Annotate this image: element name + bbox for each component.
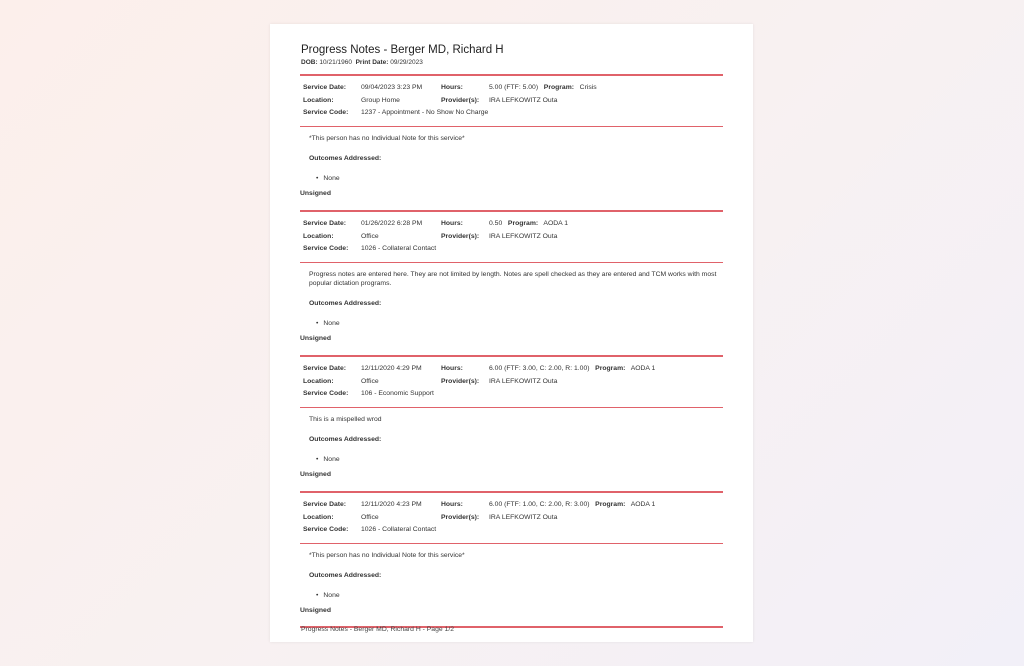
service-record bbox=[300, 74, 723, 197]
note-text: *This person has no Individual Note for this service* bbox=[309, 135, 465, 142]
hours-text: 5.00 (FTF: 5.00) bbox=[489, 83, 539, 91]
outcomes-label: Outcomes Addressed: bbox=[309, 572, 382, 579]
outcomes-label: Outcomes Addressed: bbox=[309, 436, 382, 443]
program-label: Program: bbox=[507, 219, 539, 227]
page-footer: Progress Notes - Berger MD, Richard H - Page 1/2 bbox=[301, 626, 454, 633]
provider-value: IRA LEFKOWITZ Outa bbox=[489, 377, 558, 385]
program-value: AODA 1 bbox=[630, 364, 656, 372]
outcomes-label: Outcomes Addressed: bbox=[309, 155, 382, 162]
service-code-label: Service Code: bbox=[303, 389, 349, 397]
service-date-value: 12/11/2020 4:23 PM bbox=[361, 500, 422, 508]
program-value: Crisis bbox=[579, 83, 597, 91]
dob-value: 10/21/1960 bbox=[319, 59, 352, 66]
service-code-value: 106 - Economic Support bbox=[361, 389, 434, 397]
outcome-item: • None bbox=[316, 175, 723, 182]
print-date-value: 09/29/2023 bbox=[390, 59, 423, 66]
signature-status: Unsigned bbox=[300, 607, 331, 614]
provider-value: IRA LEFKOWITZ Outa bbox=[489, 513, 558, 521]
document-title: Progress Notes - Berger MD, Richard H bbox=[301, 44, 504, 56]
location-label: Location: bbox=[303, 513, 334, 521]
outcomes-label: Outcomes Addressed: bbox=[309, 300, 382, 307]
dob-label: DOB: bbox=[301, 59, 318, 66]
hours-label: Hours: bbox=[441, 83, 463, 91]
location-value: Office bbox=[361, 377, 379, 385]
service-date-label: Service Date: bbox=[303, 500, 347, 508]
outcome-item: • None bbox=[316, 592, 723, 599]
service-code-value: 1026 - Collateral Contact bbox=[361, 244, 437, 252]
print-date-label: Print Date: bbox=[355, 59, 389, 66]
service-code-value: 1237 - Appointment - No Show No Charge bbox=[361, 108, 489, 116]
service-header bbox=[300, 76, 723, 126]
signature-status: Unsigned bbox=[300, 190, 331, 197]
program-value: AODA 1 bbox=[543, 219, 568, 227]
divider bbox=[300, 407, 723, 409]
note-text: Progress notes are entered here. They are not limited by length. Notes are spell checked as they are entered and TCM works with most popular dictation programs. bbox=[309, 271, 717, 287]
location-label: Location: bbox=[303, 377, 334, 385]
program-value: AODA 1 bbox=[630, 500, 656, 508]
signature-status: Unsigned bbox=[300, 471, 331, 478]
service-date-label: Service Date: bbox=[303, 219, 347, 227]
document-page bbox=[270, 24, 753, 642]
hours-text: 0.50 bbox=[489, 219, 503, 227]
location-value: Office bbox=[361, 232, 379, 240]
service-code-value: 1026 - Collateral Contact bbox=[361, 525, 437, 533]
service-date-label: Service Date: bbox=[303, 364, 347, 372]
providers-label: Provider(s): bbox=[441, 377, 480, 385]
service-date-label: Service Date: bbox=[303, 83, 347, 91]
signature-status: Unsigned bbox=[300, 335, 331, 342]
service-record bbox=[300, 491, 723, 614]
hours-text: 6.00 (FTF: 1.00, C: 2.00, R: 3.00) bbox=[489, 500, 590, 508]
program-label: Program: bbox=[595, 500, 626, 508]
hours-label: Hours: bbox=[441, 500, 463, 508]
service-date-value: 09/04/2023 3:23 PM bbox=[361, 83, 423, 91]
service-header bbox=[300, 212, 723, 262]
hours-label: Hours: bbox=[441, 219, 463, 227]
provider-value: IRA LEFKOWITZ Outa bbox=[489, 96, 558, 104]
outcome-item: • None bbox=[316, 456, 723, 463]
service-date-value: 12/11/2020 4:29 PM bbox=[361, 364, 422, 372]
service-date-value: 01/26/2022 6:28 PM bbox=[361, 219, 423, 227]
divider bbox=[300, 126, 723, 128]
hours-value bbox=[489, 220, 568, 227]
outcome-item: • None bbox=[316, 320, 723, 327]
hours-value bbox=[489, 365, 655, 372]
service-record bbox=[300, 355, 723, 478]
hours-label: Hours: bbox=[441, 364, 463, 372]
program-label: Program: bbox=[595, 364, 626, 372]
providers-label: Provider(s): bbox=[441, 232, 480, 240]
service-header bbox=[300, 493, 723, 543]
note-text: *This person has no Individual Note for this service* bbox=[309, 552, 465, 559]
divider bbox=[300, 543, 723, 545]
service-code-label: Service Code: bbox=[303, 244, 349, 252]
providers-label: Provider(s): bbox=[441, 513, 480, 521]
location-label: Location: bbox=[303, 232, 334, 240]
program-label: Program: bbox=[543, 83, 574, 91]
location-value: Office bbox=[361, 513, 379, 521]
service-record bbox=[300, 210, 723, 342]
provider-value: IRA LEFKOWITZ Outa bbox=[489, 232, 558, 240]
hours-value bbox=[489, 501, 655, 508]
hours-text: 6.00 (FTF: 3.00, C: 2.00, R: 1.00) bbox=[489, 364, 590, 372]
note-text: This is a mispelled wrod bbox=[309, 416, 382, 423]
patient-info bbox=[301, 59, 423, 66]
service-header bbox=[300, 357, 723, 407]
location-value: Group Home bbox=[361, 96, 400, 104]
location-label: Location: bbox=[303, 96, 334, 104]
hours-value bbox=[489, 84, 597, 91]
divider bbox=[300, 262, 723, 264]
service-code-label: Service Code: bbox=[303, 525, 349, 533]
providers-label: Provider(s): bbox=[441, 96, 480, 104]
service-code-label: Service Code: bbox=[303, 108, 349, 116]
